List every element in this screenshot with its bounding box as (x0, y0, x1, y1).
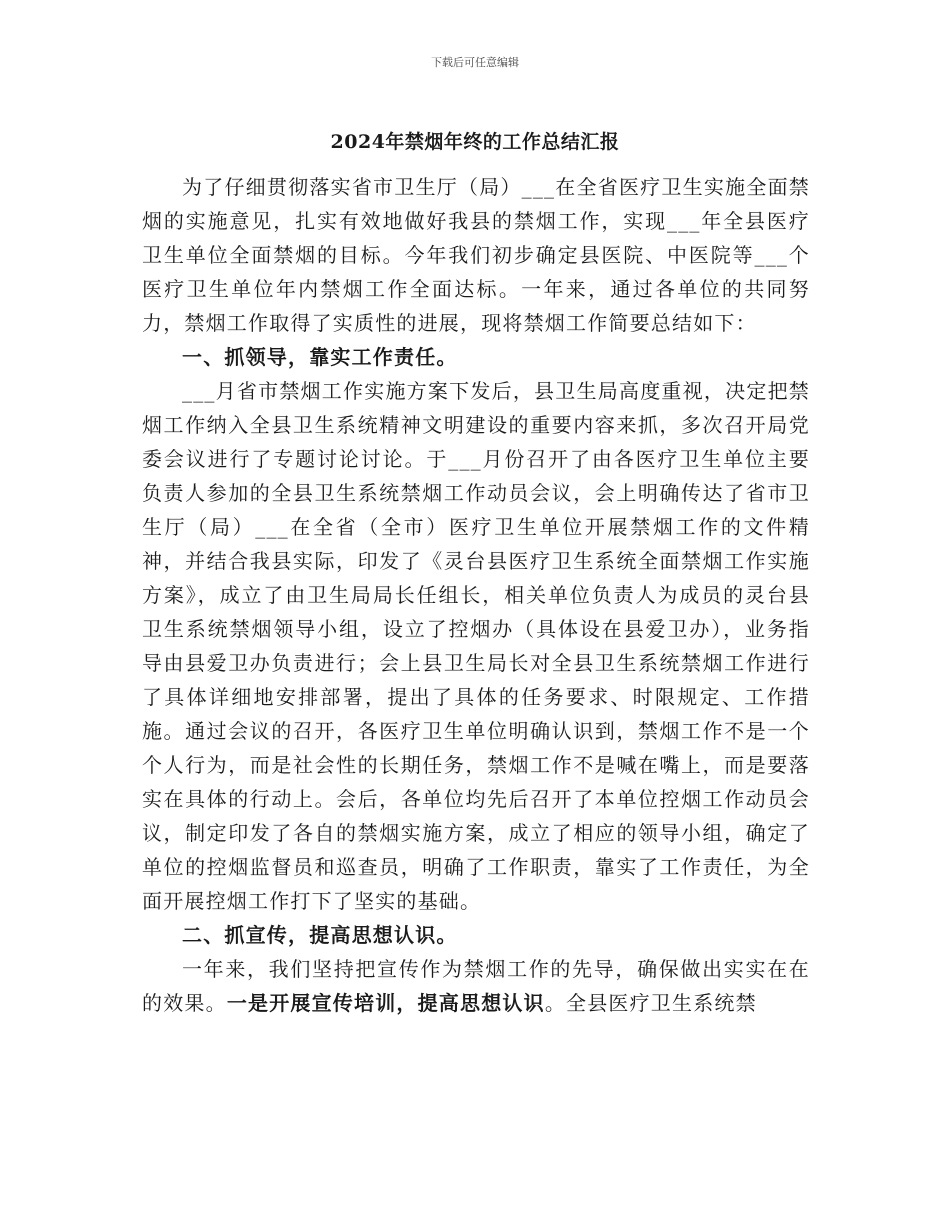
paragraph-section-2-text: 一年来，我们坚持把宣传作为禁烟工作的先导，确保做出实实在在的效果。 (142, 957, 810, 1015)
section-heading-2: 二、抓宣传，提高思想认识。 (182, 923, 458, 947)
paragraph-section-2 (142, 952, 810, 1020)
section-heading-1: 一、抓领导，靠实工作责任。 (182, 345, 458, 369)
document-body (142, 170, 810, 1020)
paragraph-intro: 为了仔细贯彻落实省市卫生厅（局）___在全省医疗卫生实施全面禁烟的实施意见，扎实有效地做好我县的禁烟工作，实现___年全县医疗卫生单位全面禁烟的目标。今年我们初步确定县医院、中医院等___个医疗卫生单位年内禁烟工作全面达标。一年来，通过各单位的共同努力，禁烟工作取得了实质性的进展，现将禁烟工作简要总结如下： (142, 175, 810, 335)
paragraph-section-2-tail: 。全县医疗卫生系统禁 (544, 991, 757, 1015)
document-title: 2024年禁烟年终的工作总结汇报 (330, 131, 620, 153)
paragraph-section-1: ___月省市禁烟工作实施方案下发后，县卫生局高度重视，决定把禁烟工作纳入全县卫生系统精神文明建设的重要内容来抓，多次召开局党委会议进行了专题讨论讨论。于___月份召开了由各医疗卫生单位主要负责人参加的全县卫生系统禁烟工作动员会议，会上明确传达了省市卫生厅（局）___在全省（全市）医疗卫生单位开展禁烟工作的文件精神，并结合我县实际，印发了《灵台县医疗卫生系统全面禁烟工作实施方案》，成立了由卫生局局长任组长，相关单位负责人为成员的灵台县卫生系统禁烟领导小组，设立了控烟办（具体设在县爱卫办），业务指导由县爱卫办负责进行；会上县卫生局长对全县卫生系统禁烟工作进行了具体详细地安排部署，提出了具体的任务要求、时限规定、工作措施。通过会议的召开，各医疗卫生单位明确认识到，禁烟工作不是一个个人行为，而是社会性的长期任务，禁烟工作不是喊在嘴上，而是要落实在具体的行动上。会后，各单位均先后召开了本单位控烟工作动员会议，制定印发了各自的禁烟实施方案，成立了相应的领导小组，确定了单位的控烟监督员和巡查员，明确了工作职责，靠实了工作责任，为全面开展控烟工作打下了坚实的基础。 (142, 379, 810, 913)
paragraph-section-2-emphasis: 一是开展宣传培训，提高思想认识 (226, 991, 545, 1015)
header-note: 下载后可任意编辑 (431, 56, 519, 69)
